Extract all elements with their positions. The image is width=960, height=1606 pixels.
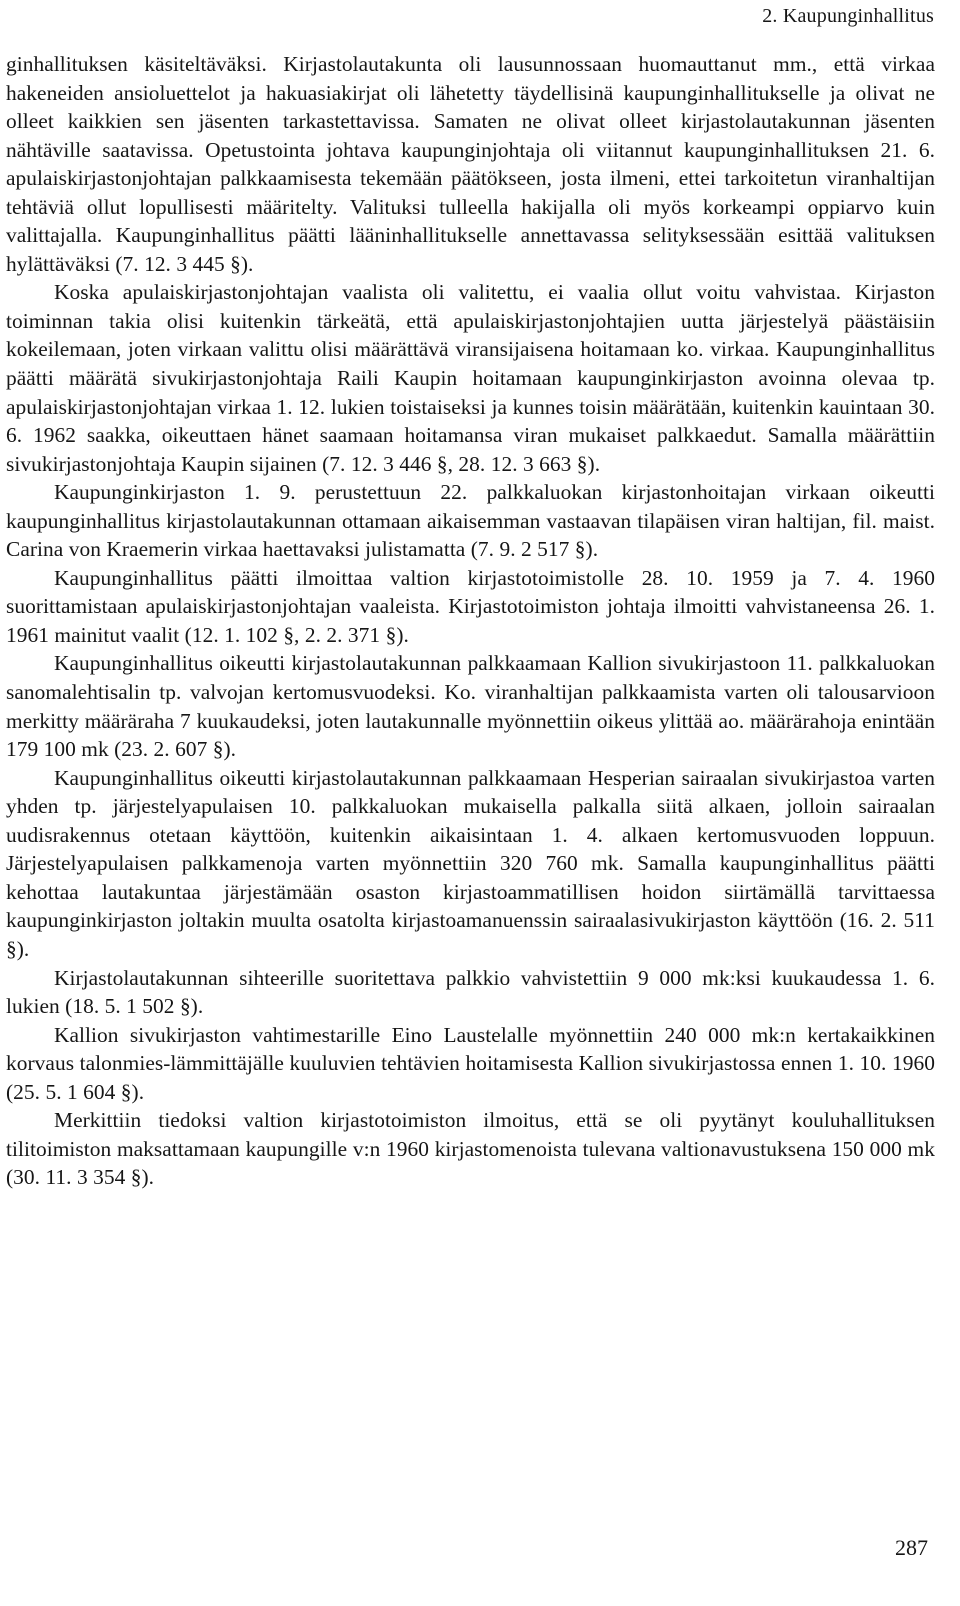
paragraph: Kaupunginhallitus päätti ilmoittaa valtion kirjastotoimistolle 28. 10. 1959 ja 7. 4. 1960 suorittamistaan apulaiskirjastonjohtajan vaaleista. Kirjastotoimiston johtaja ilmoitti vahvistaneensa 26. 1. 1961 mainitut vaalit (12. 1. 102 §, 2. 2. 371 §).: [6, 565, 935, 647]
running-head: 2. Kaupunginhallitus: [762, 5, 934, 27]
paragraph-continued: ginhallituksen käsiteltäväksi. Kirjastolautakunta oli lausunnossaan huomauttanut mm., että virkaa hakeneiden ansioluettelot ja hakuasiakirjat oli lähetetty täydellisinä kaupunginhallitukselle ja olivat ne olleet kaikkien sen jäsenten tarkastettavissa. Samaten ne olivat olleet kirjastolautakunnan jäsenten nähtäville saatavissa. Opetustointa johtava kaupunginjohtaja oli viitannut kaupunginhallituksen 21. 6. apulaiskirjastonjohtajan palkkaamisesta tekemään päätökseen, josta ilmeni, ettei tarkoitetun viranhaltijan tehtäviä ollut lopullisesti määritelty. Valituksi tulleella hakijalla oli myös korkeampi oppiarvo kuin valittajalla. Kaupunginhallitus päätti lääninhallitukselle annettavassa selityksessään esittää valituksen hylättäväksi (7. 12. 3 445 §).: [6, 52, 935, 276]
page-number: 287: [895, 1535, 928, 1560]
paragraph: Merkittiin tiedoksi valtion kirjastotoimiston ilmoitus, että se oli pyytänyt kouluhallituksen tilitoimiston maksattamaan kaupungille v:n 1960 kirjastomenoista tulevana valtionavustuksena 150 000 mk (30. 11. 3 354 §).: [6, 1108, 935, 1190]
paragraph: Kallion sivukirjaston vahtimestarille Eino Laustelalle myönnettiin 240 000 mk:n kertakaikkinen korvaus talonmies-lämmittäjälle kuuluvien tehtävien hoitamisesta Kallion sivukirjastossa ennen 1. 10. 1960 (25. 5. 1 604 §).: [6, 1022, 935, 1104]
paragraph: Kirjastolautakunnan sihteerille suoritettava palkkio vahvistettiin 9 000 mk:ksi kuukaudessa 1. 6. lukien (18. 5. 1 502 §).: [6, 965, 935, 1019]
paragraph: Kaupunginkirjaston 1. 9. perustettuun 22. palkkaluokan kirjastonhoitajan virkaan oikeutti kaupunginhallitus kirjastolautakunnan ottamaan aikaisemman vastaavan tilapäisen viran haltijan, fil. maist. Carina von Kraemerin virkaa haettavaksi julistamatta (7. 9. 2 517 §).: [6, 480, 935, 562]
paragraph: Koska apulaiskirjastonjohtajan vaalista oli valitettu, ei vaalia ollut voitu vahvistaa. Kirjaston toiminnan takia olisi kuitenkin tärkeätä, että apulaiskirjastonjohtajien uutta järjestelyä päästäisiin kokeilemaan, joten virkaan valittu olisi määrättävä viransijaisena hoitamaan ko. virkaa. Kaupunginhallitus päätti määrätä sivukirjastonjohtaja Raili Kaupin hoitamaan kaupunginkirjaston avoinna olevaa tp. apulaiskirjastonjohtajan virkaa 1. 12. lukien toistaiseksi ja kunnes toisin määrätään, kuitenkin kauintaan 30. 6. 1962 saakka, oikeuttaen hänet saamaan hoitamansa viran mukaiset palkkaedut. Samalla määrättiin sivukirjastonjohtaja Kaupin sijainen (7. 12. 3 446 §, 28. 12. 3 663 §).: [6, 280, 935, 476]
paragraph: Kaupunginhallitus oikeutti kirjastolautakunnan palkkaamaan Kallion sivukirjastoon 11. palkkaluokan sanomalehtisalin tp. valvojan kertomusvuodeksi. Ko. viranhaltijan palkkaamista varten oli talousarvioon merkitty määräraha 7 kuukaudeksi, joten lautakunnalle myönnettiin oikeus ylittää ao. määrärahoja enintään 179 100 mk (23. 2. 607 §).: [6, 651, 935, 762]
body-text: [6, 50, 935, 1192]
paragraph: Kaupunginhallitus oikeutti kirjastolautakunnan palkkaamaan Hesperian sairaalan sivukirjastoa varten yhden tp. järjestelyapulaisen 10. palkkaluokan mukaisella palkalla siitä alkaen, jolloin sairaalan uudisrakennus otetaan käyttöön, kuitenkin aikaisintaan 1. 4. alkaen kertomusvuoden loppuun. Järjestelyapulaisen palkkamenoja varten myönnettiin 320 760 mk. Samalla kaupunginhallitus päätti kehottaa lautakuntaa järjestämään osaston kirjastoammatillisen hoidon siirtämällä tarvittaessa kaupunginkirjaston joltakin muulta osatolta kirjastoamanuenssin sairaalasivukirjaston käyttöön (16. 2. 511 §).: [6, 765, 935, 961]
